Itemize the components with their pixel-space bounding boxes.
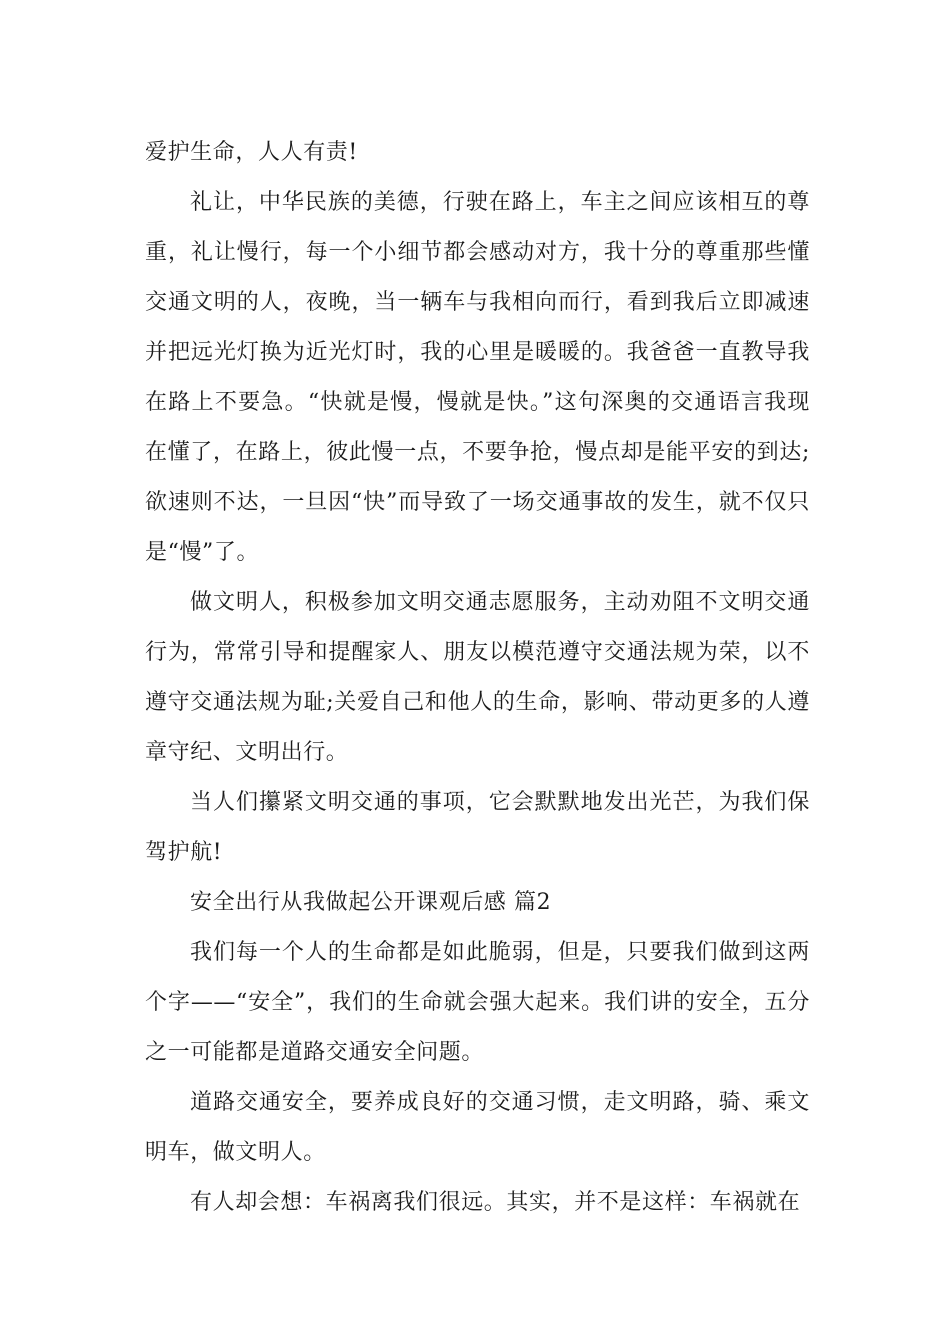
paragraph-1: 爱护生命，人人有责! [145, 140, 358, 165]
paragraph-2: 礼让，中华民族的美德，行驶在路上，车主之间应该相互的尊重，礼让慢行，每一个小细节都会感动对方，我十分的尊重那些懂交通文明的人，夜晚，当一辆车与我相向而行，看到我后立即减速并把远光灯换为近光灯时，我的心里是暖暖的。我爸爸一直教导我在路上不要急。“快就是慢，慢就是快。”这句深奥的交通语言我现在懂了，在路上，彼此慢一点，不要争抢，慢点却是能平安的到达;欲速则不达，一旦因“快”而导致了一场交通事故的发生，就不仅只是“慢”了。 [145, 190, 810, 565]
paragraph-7: 有人却会想：车祸离我们很远。其实，并不是这样：车祸就在 [190, 1190, 801, 1215]
paragraph-5: 我们每一个人的生命都是如此脆弱，但是，只要我们做到这两个字——“安全”，我们的生命就会强大起来。我们讲的安全，五分之一可能都是道路交通安全问题。 [145, 940, 810, 1065]
paragraph-6: 道路交通安全，要养成良好的交通习惯，走文明路，骑、乘文明车，做文明人。 [145, 1090, 810, 1165]
document-page [145, 128, 810, 1228]
paragraph-4: 当人们攥紧文明交通的事项，它会默默地发出光芒，为我们保驾护航! [145, 790, 810, 865]
paragraph-3: 做文明人，积极参加文明交通志愿服务，主动劝阻不文明交通行为，常常引导和提醒家人、朋友以模范遵守交通法规为荣，以不遵守交通法规为耻;关爱自己和他人的生命，影响、带动更多的人遵章守纪、文明出行。 [145, 590, 810, 765]
section-heading: 安全出行从我做起公开课观后感 篇2 [190, 890, 552, 915]
